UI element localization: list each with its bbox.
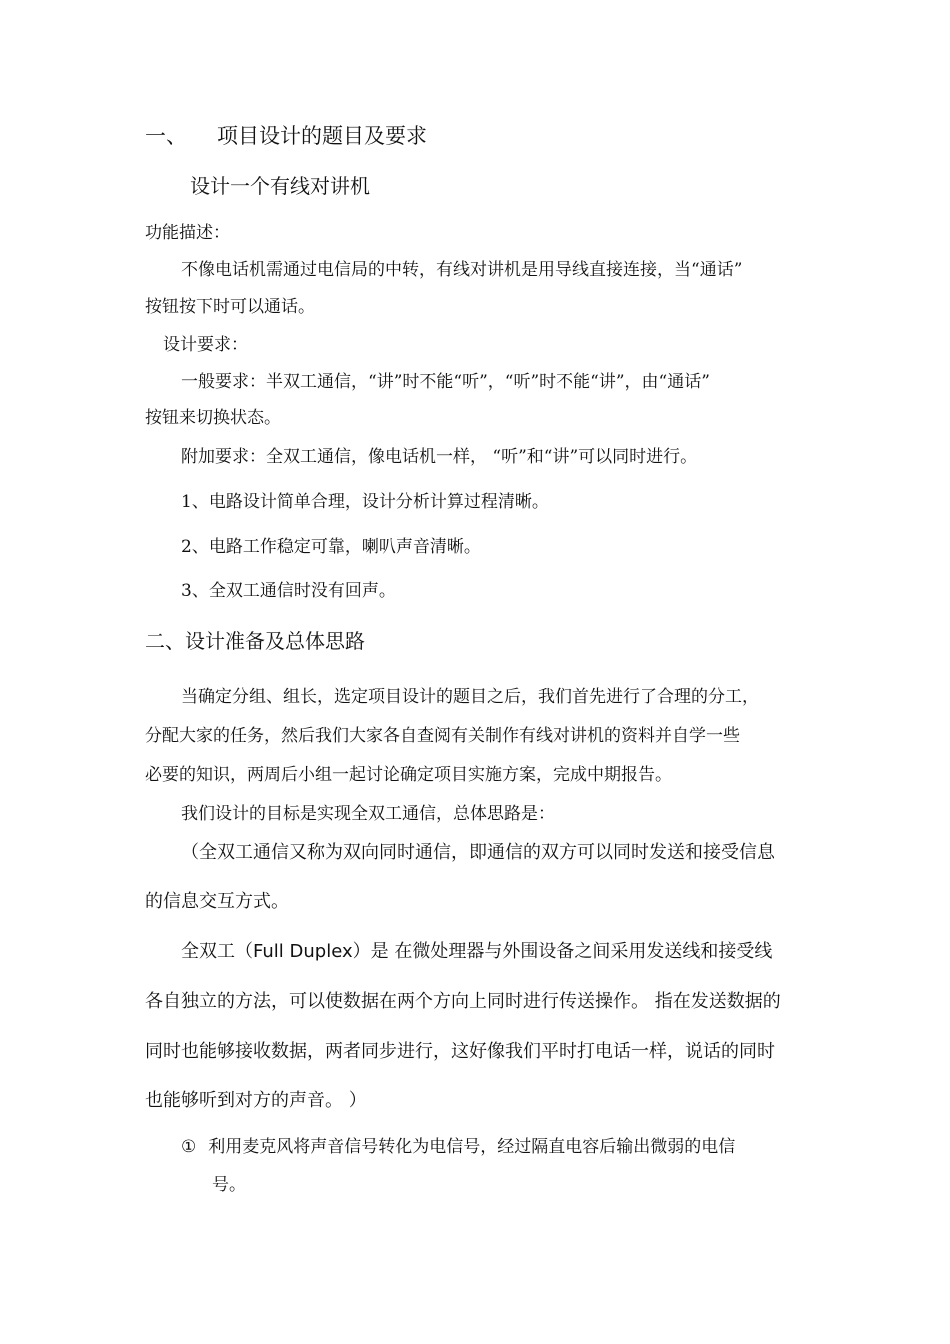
requirements-label: 设计要求： <box>163 335 248 355</box>
general-requirement-line-2: 按钮来切换状态。 <box>145 408 281 428</box>
list-item: 1、电路设计简单合理，设计分析计算过程清晰。 <box>181 492 549 512</box>
function-label: 功能描述： <box>145 223 230 243</box>
function-text-line-1: 不像电话机需通过电信局的中转，有线对讲机是用导线直接连接，当“通话” <box>181 260 743 280</box>
note-line: 的信息交互方式。 <box>145 891 289 912</box>
section1-title: 项目设计的题目及要求 <box>217 124 427 148</box>
extra-requirement: 附加要求：全双工通信，像电话机一样， “听”和“讲”可以同时进行。 <box>181 447 698 467</box>
step-number: ① <box>181 1137 197 1157</box>
step-text: 利用麦克风将声音信号转化为电信号，经过隔直电容后输出微弱的电信 <box>208 1137 736 1157</box>
step-1-line-1 <box>181 1136 735 1158</box>
section1-heading <box>145 123 427 149</box>
section1-number: 一、 <box>145 124 187 148</box>
project-subtitle: 设计一个有线对讲机 <box>190 174 370 198</box>
note-line: 各自独立的方法，可以使数据在两个方向上同时进行传送操作。 指在发送数据的 <box>145 991 781 1012</box>
step-1-line-2: 号。 <box>212 1175 246 1195</box>
paragraph-line: 我们设计的目标是实现全双工通信，总体思路是： <box>181 804 555 824</box>
paragraph-line: 必要的知识，两周后小组一起讨论确定项目实施方案，完成中期报告。 <box>145 765 672 785</box>
list-item: 3、全双工通信时没有回声。 <box>181 581 396 601</box>
general-requirement-line-1: 一般要求：半双工通信，“讲”时不能“听”，“听”时不能“讲”，由“通话” <box>181 372 710 392</box>
section2-heading: 二、设计准备及总体思路 <box>145 629 365 653</box>
note-line: （全双工通信又称为双向同时通信，即通信的双方可以同时发送和接受信息 <box>181 842 775 863</box>
function-text-line-2: 按钮按下时可以通话。 <box>145 297 315 317</box>
list-item: 2、电路工作稳定可靠，喇叭声音清晰。 <box>181 537 481 557</box>
note-line: 也能够听到对方的声音。 ） <box>145 1090 367 1111</box>
paragraph-line: 分配大家的任务，然后我们大家各自查阅有关制作有线对讲机的资料并自学一些 <box>145 726 740 746</box>
note-line: 全双工（Full Duplex）是 在微处理器与外围设备之间采用发送线和接受线 <box>181 941 773 962</box>
paragraph-line: 当确定分组、组长，选定项目设计的题目之后，我们首先进行了合理的分工， <box>181 687 759 707</box>
note-line: 同时也能够接收数据，两者同步进行，这好像我们平时打电话一样，说话的同时 <box>145 1041 775 1062</box>
